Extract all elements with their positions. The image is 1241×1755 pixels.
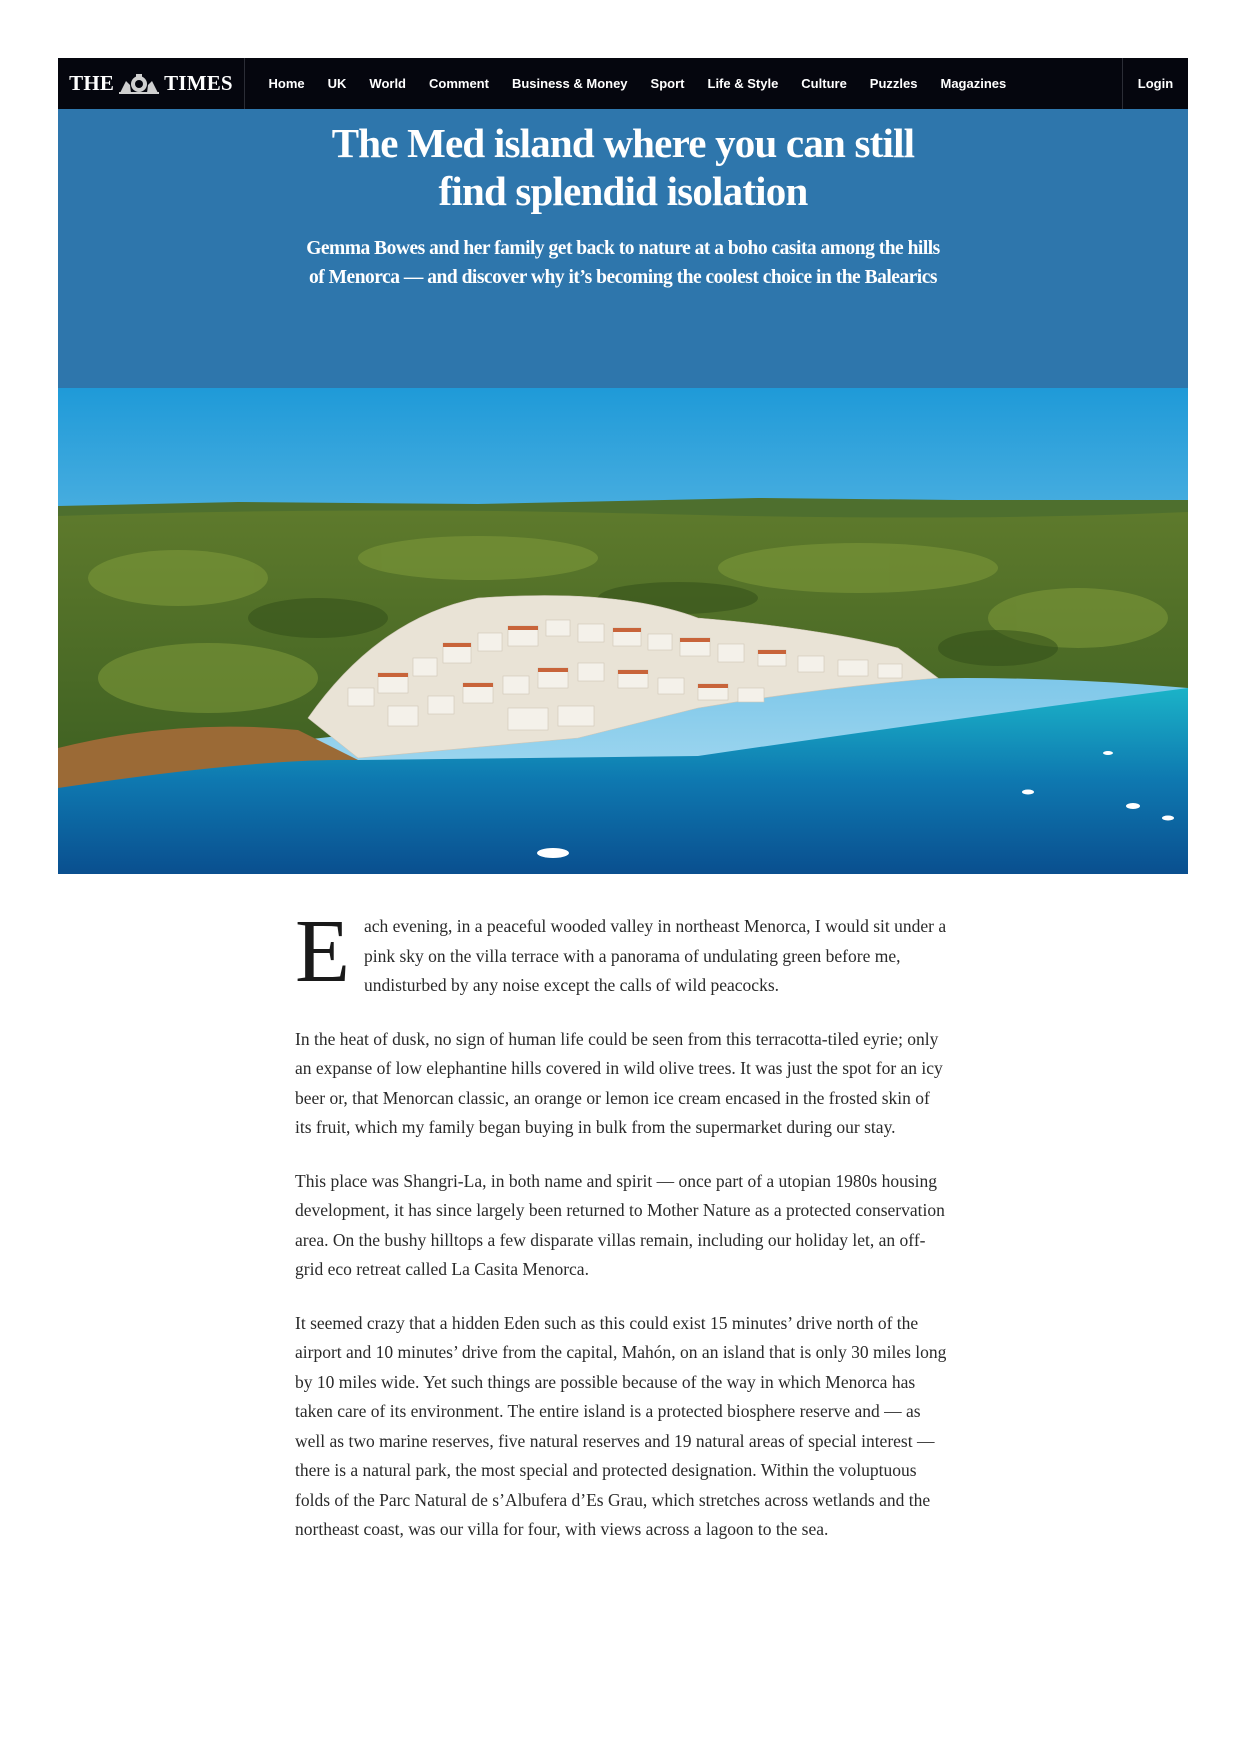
nav-item-life-style[interactable]: Life & Style: [707, 76, 779, 91]
section-navigation: [245, 58, 1122, 109]
paragraph-1-text: ach evening, in a peaceful wooded valley in northeast Menorca, I would sit under a pink sky on the villa terrace with a panorama of undulating green before me, undisturbed by any noise except the calls of wild peacocks.: [363, 916, 947, 995]
article-paragraph-2: In the heat of dusk, no sign of human life could be seen from this terracotta-tiled eyrie; only an expanse of low elephantine hills covered in wild olive trees. It was just the spot for an icy beer or, that Menorcan classic, an orange or lemon ice cream encased in the frosted skin of its fruit, which my family began buying in bulk from the supermarket during our stay.: [295, 1028, 943, 1137]
hero-photo-coastal-village: [58, 388, 1188, 874]
article-body: [295, 902, 950, 1569]
article-paragraph-3: This place was Shangri-La, in both name and spirit — once part of a utopian 1980s housing development, it has since largely been returned to Mother Nature as a protected conservation area. On the bushy hilltops a few disparate villas remain, including our holiday let, an off-grid eco retreat called La Casita Menorca.: [295, 1170, 945, 1279]
article-paragraph-4: It seemed crazy that a hidden Eden such as this could exist 15 minutes’ drive north of the airport and 10 minutes’ drive from the capital, Mahón, on an island that is only 30 miles long by 10 miles wide. Yet such things are possible because of the way in which Menorca has taken care of its environment. The entire island is a protected biosphere reserve and — as well as two marine reserves, five natural reserves and 19 natural areas of special interest — there is a natural park, the most special and protected designation. Within the voluptuous folds of the Parc Natural de s’Albufera d’Es Grau, which stretches across wetlands and the northeast coast, was our villa for four, with views across a lagoon to the sea.: [295, 1312, 947, 1539]
nav-item-sport[interactable]: Sport: [650, 76, 685, 91]
article-paragraph-1: [295, 902, 950, 1001]
article-headline: The Med island where you can still find splendid isolation: [331, 120, 915, 214]
nav-item-business-money[interactable]: Business & Money: [511, 76, 628, 91]
drop-cap: E: [295, 902, 350, 1001]
logo-text-the: THE: [69, 71, 115, 95]
nav-item-world[interactable]: World: [369, 76, 406, 91]
nav-item-home[interactable]: Home: [268, 76, 305, 91]
logo-text-times: TIMES: [164, 71, 233, 95]
coastal-village-illustration: [58, 388, 1188, 874]
times-logo[interactable]: [58, 58, 245, 109]
nav-item-comment[interactable]: Comment: [429, 76, 489, 91]
top-navigation-bar: [58, 58, 1188, 109]
nav-item-magazines[interactable]: Magazines: [940, 76, 1007, 91]
royal-crest-icon: [116, 73, 162, 95]
nav-item-puzzles[interactable]: Puzzles: [869, 76, 918, 91]
article-standfirst: Gemma Bowes and her family get back to nature at a boho casita among the hills of Menorca — and discover why it’s becoming the coolest choice in the Balearics: [306, 238, 940, 288]
nav-item-uk[interactable]: UK: [327, 76, 347, 91]
nav-item-culture[interactable]: Culture: [801, 76, 847, 91]
login-button[interactable]: Login: [1122, 58, 1188, 109]
article-hero-banner: [58, 109, 1188, 388]
